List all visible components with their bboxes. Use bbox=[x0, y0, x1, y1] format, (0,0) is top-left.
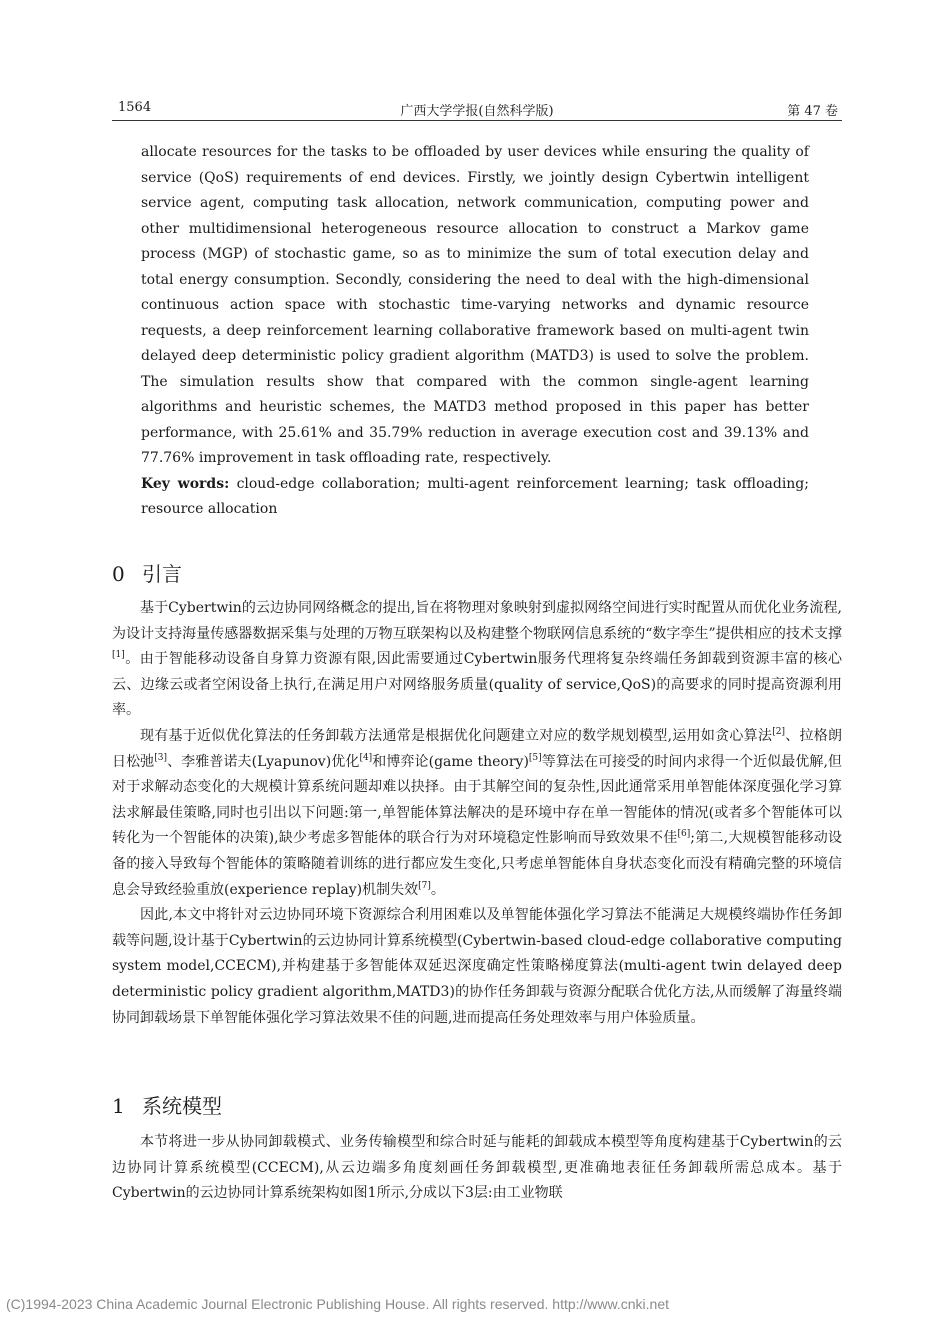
paragraph: 因此,本文中将针对云边协同环境下资源综合利用困难以及单智能体强化学习算法不能满足大规模终端协作任务卸载等问题,设计基于Cybertwin的云边协同计算系统模型(Cybertwin-based cloud-edge collaborative computing system model,CCECM),并构建基于多智能体双延迟深度确定性策略梯度算法(multi-agent twin delayed deep deterministic policy gradient algorithm,MATD3)的协作任务卸载与资源分配联合优化方法,从而缓解了海量终端协同卸载场景下单智能体强化学习算法效果不佳的问题,进而提高任务处理效率与用户体验质量。 bbox=[112, 907, 842, 1026]
citation: [2] bbox=[772, 726, 785, 737]
keywords-line bbox=[141, 472, 809, 523]
citation: [1] bbox=[112, 650, 125, 661]
copyright-footer: (C)1994-2023 China Academic Journal Electronic Publishing House. All rights reserved. http://www.cnki.net bbox=[6, 1296, 669, 1312]
system-model-body bbox=[112, 1130, 842, 1207]
keywords-text: cloud-edge collaboration; multi-agent reinforcement learning; task offloading; resource allocation bbox=[141, 475, 809, 517]
section-number: 0 bbox=[112, 562, 125, 586]
section-title: 引言 bbox=[142, 562, 182, 586]
section-heading-system-model bbox=[112, 1090, 222, 1119]
introduction-body bbox=[112, 596, 842, 1031]
paragraph: 现有基于近似优化算法的任务卸载方法通常是根据优化问题建立对应的数学规划模型,运用如贪心算法[2]、拉格朗日松弛[3]、李雅普诺夫(Lyapunov)优化[4]和博弈论(game theory)[5]等算法在可接受的时间内求得一个近似最优解,但对于求解动态变化的大规模计算系统问题却难以抉择。由于其解空间的复杂性,因此通常采用单智能体深度强化学习算法求解最佳策略,同时也引出以下问题:第一,单智能体算法解决的是环境中存在单一智能体的情况(或者多个智能体可以转化为一个智能体的决策),缺少考虑多智能体的联合行为对环境稳定性影响而导致效果不佳[6];第二,大规模智能移动设备的接入导致每个智能体的策略随着训练的进行都应发生变化,只考虑单智能体自身状态变化而没有精确完整的环境信息会导致经验重放(experience replay)机制失效[7]。 bbox=[112, 726, 842, 898]
english-abstract bbox=[141, 140, 809, 523]
citation: [3] bbox=[154, 752, 168, 763]
journal-title: 广西大学学报(自然科学版) bbox=[400, 104, 554, 119]
citation: [5] bbox=[528, 752, 542, 763]
page-number: 1564 bbox=[118, 100, 152, 115]
citation: [6] bbox=[677, 829, 691, 840]
section-number: 1 bbox=[112, 1094, 125, 1118]
citation: [4] bbox=[359, 752, 373, 763]
volume-label: 第 47 卷 bbox=[787, 104, 838, 119]
section-title: 系统模型 bbox=[142, 1094, 222, 1118]
paragraph: 本节将进一步从协同卸载模式、业务传输模型和综合时延与能耗的卸载成本模型等角度构建基于Cybertwin的云边协同计算系统模型(CCECM),从云边端多角度刻画任务卸载模型,更准确地表征任务卸载所需总成本。基于Cybertwin的云边协同计算系统架构如图1所示,分成以下3层:由工业物联 bbox=[112, 1134, 842, 1202]
keywords-label: Key words: bbox=[141, 475, 230, 492]
abstract-text: allocate resources for the tasks to be offloaded by user devices while ensuring the quality of service (QoS) requirements of end devices. Firstly, we jointly design Cybertwin intelligent service agent, computing task allocation, network communication, computing power and other multidimensional heterogeneous resource allocation to construct a Markov game process (MGP) of stochastic game, so as to minimize the sum of total execution delay and total energy consumption. Secondly, considering the need to deal with the high-dimensional continuous action space with stochastic time-varying networks and dynamic resource requests, a deep reinforcement learning collaborative framework based on multi-agent twin delayed deep deterministic policy gradient algorithm (MATD3) is used to solve the problem. The simulation results show that compared with the common single-agent learning algorithms and heuristic schemes, the MATD3 method proposed in this paper has better performance, with 25.61% and 35.79% reduction in average execution cost and 39.13% and 77.76% improvement in task offloading rate, respectively. bbox=[141, 144, 809, 466]
running-header bbox=[112, 98, 842, 121]
citation: [7] bbox=[418, 880, 431, 891]
section-heading-introduction bbox=[112, 558, 182, 587]
paragraph: 基于Cybertwin的云边协同网络概念的提出,旨在将物理对象映射到虚拟网络空间进行实时配置从而优化业务流程,为设计支持海量传感器数据采集与处理的万物互联架构以及构建整个物联网信息系统的“数字孪生”提供相应的技术支撑[1]。由于智能移动设备自身算力资源有限,因此需要通过Cybertwin服务代理将复杂终端任务卸载到资源丰富的核心云、边缘云或者空闲设备上执行,在满足用户对网络服务质量(quality of service,QoS)的高要求的同时提高资源利用率。 bbox=[112, 600, 842, 719]
